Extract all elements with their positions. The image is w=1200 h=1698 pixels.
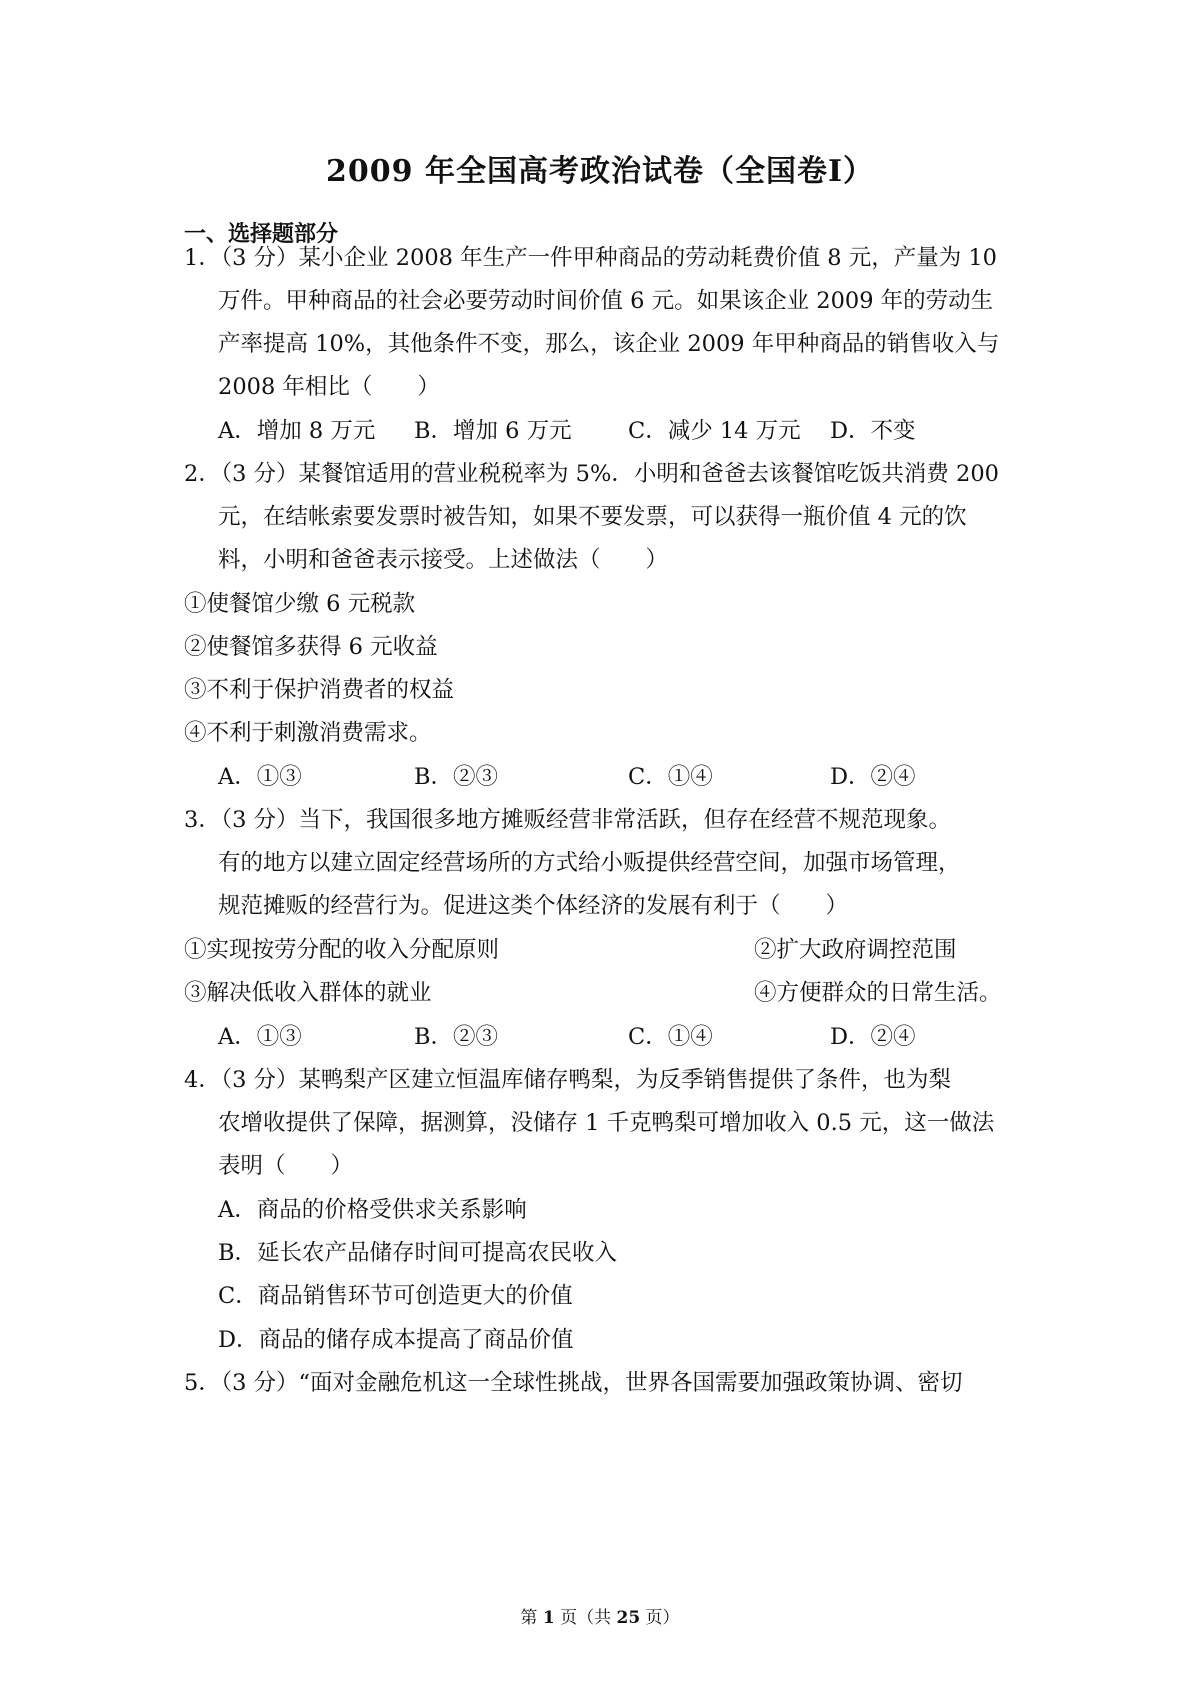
q4-line-1: 4．（3 分）某鸭梨产区建立恒温库储存鸭梨，为反季销售提供了条件，也为梨 — [184, 1067, 952, 1093]
q1-line-4: 2008 年相比（ ） — [218, 374, 440, 400]
q2-statement-2: ②使餐馆多获得 6 元收益 — [184, 634, 438, 660]
q4-option-a: A．商品的价格受供求关系影响 — [218, 1197, 527, 1223]
q2-line-2: 元，在结帐索要发票时被告知，如果不要发票，可以获得一瓶价值 4 元的饮 — [218, 504, 967, 530]
q3-option-d: D．②④ — [830, 1024, 916, 1050]
q2-line-1: 2．（3 分）某餐馆适用的营业税税率为 5%．小明和爸爸去该餐馆吃饭共消费 200 — [184, 461, 999, 487]
q1-option-c: C．减少 14 万元 — [628, 418, 801, 444]
q3-option-c: C．①④ — [628, 1024, 713, 1050]
q4-option-d: D．商品的储存成本提高了商品价值 — [218, 1327, 574, 1353]
q2-statement-1: ①使餐馆少缴 6 元税款 — [184, 591, 416, 617]
q3-option-b: B．②③ — [414, 1024, 499, 1050]
q3-statement-1: ①实现按劳分配的收入分配原则 — [184, 937, 500, 963]
section-heading: 一、选择题部分 — [184, 221, 339, 247]
footer-total-pages: 25 — [616, 1608, 641, 1628]
q1-option-b: B．增加 6 万元 — [414, 418, 572, 444]
q4-option-b: B．延长农产品储存时间可提高农民收入 — [218, 1240, 618, 1266]
q2-statement-4: ④不利于刺激消费需求。 — [184, 720, 432, 746]
footer-suffix: 页） — [640, 1608, 680, 1628]
q2-option-c: C．①④ — [628, 764, 713, 790]
q3-statement-4: ④方便群众的日常生活。 — [754, 980, 1002, 1006]
q2-statement-3: ③不利于保护消费者的权益 — [184, 677, 455, 703]
q5-line-1: 5．（3 分）“面对金融危机这一全球性挑战，世界各国需要加强政策协调、密切 — [184, 1370, 963, 1396]
q4-option-c: C．商品销售环节可创造更大的价值 — [218, 1283, 573, 1309]
q2-option-a: A．①③ — [218, 764, 302, 790]
q3-line-2: 有的地方以建立固定经营场所的方式给小贩提供经营空间，加强市场管理， — [218, 850, 961, 876]
q2-line-3: 料，小明和爸爸表示接受。上述做法（ ） — [218, 547, 669, 573]
q2-option-d: D．②④ — [830, 764, 916, 790]
q3-option-a: A．①③ — [218, 1024, 302, 1050]
footer-page-number: 1 — [542, 1608, 555, 1628]
q1-line-2: 万件。甲种商品的社会必要劳动时间价值 6 元。如果该企业 2009 年的劳动生 — [218, 288, 994, 314]
q1-option-d: D．不变 — [830, 418, 916, 444]
exam-title: 2009 年全国高考政治试卷（全国卷Ⅰ） — [326, 154, 874, 189]
footer-prefix: 第 — [520, 1608, 543, 1628]
q3-line-1: 3．（3 分）当下，我国很多地方摊贩经营非常活跃，但存在经营不规范现象。 — [184, 807, 952, 833]
q1-line-3: 产率提高 10%，其他条件不变，那么，该企业 2009 年甲种商品的销售收入与 — [218, 331, 1000, 357]
q2-option-b: B．②③ — [414, 764, 499, 790]
q4-line-2: 农增收提供了保障，据测算，没储存 1 千克鸭梨可增加收入 0.5 元，这一做法 — [218, 1110, 995, 1136]
q3-statement-3: ③解决低收入群体的就业 — [184, 980, 432, 1006]
footer-middle: 页（共 — [554, 1608, 617, 1628]
q1-line-1: 1．（3 分）某小企业 2008 年生产一件甲种商品的劳动耗费价值 8 元，产量为 10 — [184, 245, 998, 271]
page-footer — [0, 1606, 1200, 1630]
q4-line-3: 表明（ ） — [218, 1153, 354, 1179]
q1-option-a: A．增加 8 万元 — [218, 418, 376, 444]
q3-line-3: 规范摊贩的经营行为。促进这类个体经济的发展有利于（ ） — [218, 893, 849, 919]
q3-statement-2: ②扩大政府调控范围 — [754, 937, 957, 963]
